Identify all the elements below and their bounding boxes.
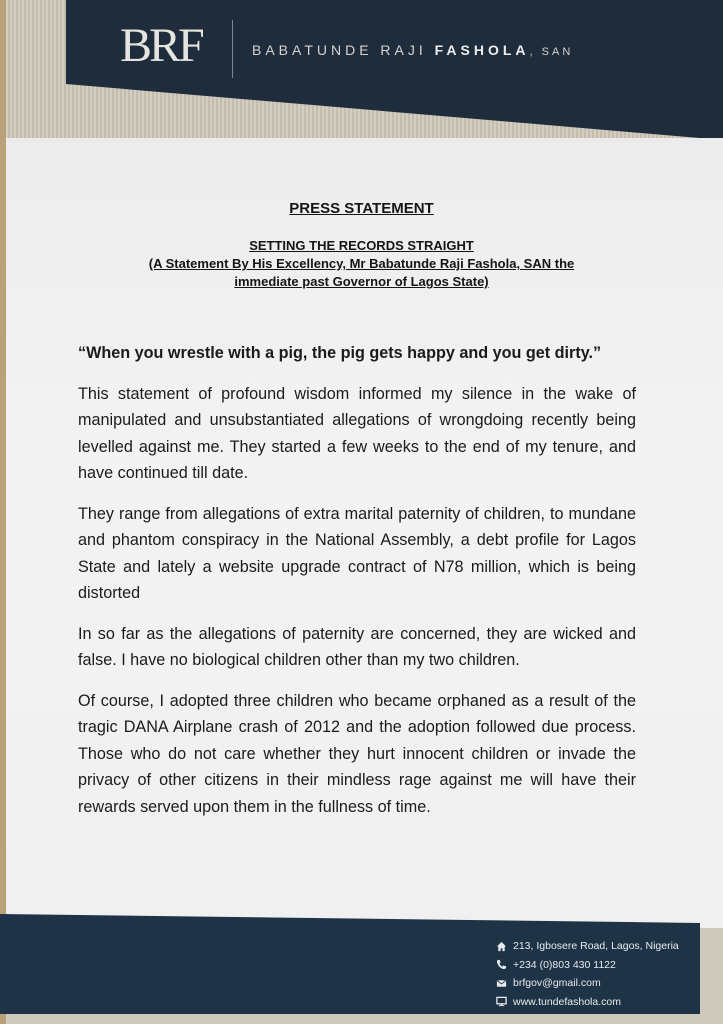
- contact-website: [496, 993, 679, 1012]
- paragraph: They range from allegations of extra marital paternity of children, to mundane and phantom conspiracy in the National Assembly, a debt profile for Lagos State and lately a website upgrade contract of N78 million, which is being distorted: [78, 504, 636, 602]
- website-link[interactable]: www.tundefashola.com: [513, 995, 621, 1008]
- paragraph: In so far as the allegations of paternity are concerned, they are wicked and false. I have no biological children other than my two children.: [78, 624, 636, 669]
- document-subtitle: [0, 237, 723, 291]
- opening-quote: “When you wrestle with a pig, the pig gets happy and you get dirty.”: [78, 344, 602, 362]
- phone-icon: [496, 959, 507, 970]
- name-suffix: , SAN: [529, 46, 574, 58]
- contact-address: [496, 937, 679, 956]
- letterhead-name: [252, 42, 573, 58]
- brf-logo: BRF: [120, 19, 202, 72]
- paragraph: Of course, I adopted three children who became orphaned as a result of the tragic DANA Airplane crash of 2012 and the adoption followed due process. Those who do not care whether they hurt innocent children or invade the privacy of other citizens in their mindless rage against me will have their rewards served upon them in the fullness of time.: [78, 691, 636, 816]
- logo-divider: [232, 20, 233, 78]
- document-body: [78, 340, 636, 834]
- name-regular: BABATUNDE RAJI: [252, 42, 435, 58]
- contact-email: [496, 974, 679, 993]
- address-text: 213, Igbosere Road, Lagos, Nigeria: [513, 940, 679, 952]
- subtitle-line-1: SETTING THE RECORDS STRAIGHT: [249, 238, 474, 253]
- name-bold: FASHOLA: [434, 42, 530, 58]
- home-icon: [496, 941, 507, 952]
- phone-text: +234 (0)803 430 1122: [513, 958, 616, 971]
- paragraph: This statement of profound wisdom informed my silence in the wake of manipulated and unsubstantiated allegations of wrongdoing recently being levelled against me. They started a few weeks to the end of my tenure, and have continued till date.: [78, 384, 636, 482]
- monitor-icon: [496, 996, 507, 1007]
- document-title: PRESS STATEMENT: [289, 200, 434, 217]
- mail-icon: [496, 978, 507, 989]
- subtitle-line-3: immediate past Governor of Lagos State): [234, 274, 489, 289]
- contact-details: [496, 937, 679, 1011]
- email-link[interactable]: brfgov@gmail.com: [513, 977, 601, 989]
- contact-phone: [496, 956, 679, 975]
- subtitle-line-2: (A Statement By His Excellency, Mr Babatunde Raji Fashola, SAN the: [148, 256, 575, 271]
